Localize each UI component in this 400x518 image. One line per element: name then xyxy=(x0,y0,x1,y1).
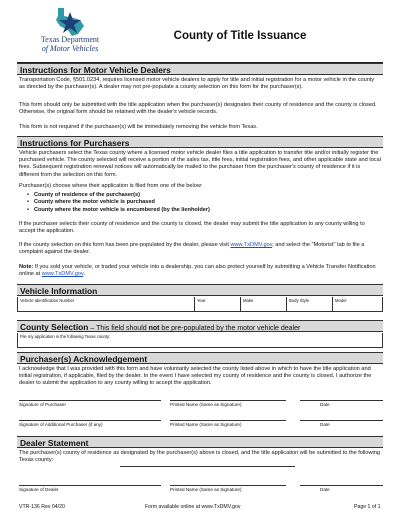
additional-name-line[interactable] xyxy=(170,420,286,421)
county-field[interactable] xyxy=(17,333,383,348)
make-field[interactable] xyxy=(240,297,286,311)
county-input[interactable] xyxy=(18,333,382,347)
purchasers-paragraph-1: Vehicle purchasers select the Texas county where a licensed motor vehicle dealer files a title application to transfer title and/or initially register the purchased vehicle. The county selected will receive a portion of the sales tax, title fees, initial registration fees, and other applicable state and local fees. Subsequent registration renewal notices will automatically be mailed to the purchaser from the purchaser's county of residence if it is different from the selection on this form. xyxy=(19,150,381,178)
county-field-label: File my application in the following Texas county: xyxy=(20,334,111,339)
purchasers-paragraph-3: If the purchaser selects their county of residence and the county is closed, the dealer may submit the title application to any county willing to accept the application. xyxy=(19,221,365,235)
dealer-statement-heading: Dealer Statement xyxy=(17,436,383,448)
make-label: Make xyxy=(243,298,254,303)
txdmv-logo xyxy=(16,6,124,62)
filing-options-list xyxy=(33,192,336,214)
dealer-statement-paragraph: The purchaser(s) county of residence as designated by the purchaser(s) above is closed, and the title application will be submitted to the following Texas county: xyxy=(19,450,380,464)
logo-wordmark xyxy=(16,36,124,53)
form-id: VTR-136 Rev 04/20 xyxy=(19,504,65,510)
page-number: Page 1 of 1 xyxy=(354,504,381,510)
dealer-signature-label: Signature of Dealer xyxy=(19,487,59,492)
additional-date-line[interactable] xyxy=(300,420,383,421)
note-label: Note: xyxy=(19,264,34,270)
txdmv-link[interactable]: www.TxDMV.gov xyxy=(230,242,273,248)
purchaser-date-line[interactable] xyxy=(300,400,383,401)
county-heading xyxy=(17,320,383,332)
vin-label: Vehicle Identification Number xyxy=(20,298,75,303)
ack-paragraph: I acknowledge that I was provided with this form and have voluntarily selected the county listed above in which to have the title application and initial registration, if applicable, filed by the dealer. In the event I have selected my county of residence and the county is closed, I authorize the dealer to submit the application to any county willing to accept the application. xyxy=(19,366,372,387)
county-note-b: be pre-populated by the motor vehicle dealer xyxy=(159,325,301,332)
county-note-bold: not xyxy=(148,325,160,332)
complaint-text-a: If the county selection on this form has been pre-populated by the dealer, please visit xyxy=(19,242,231,248)
additional-signature-label: Signature of Additional Purchaser (if any) xyxy=(19,422,103,427)
purchaser-signature-line[interactable] xyxy=(19,400,161,401)
logo-line-1: Texas Department xyxy=(40,35,100,44)
additional-signature-line[interactable] xyxy=(19,420,161,421)
dealers-paragraph-2: This form should only be submitted with the title application when the purchaser(s) designates their county of residence and the county is closed. Otherwise, the original form should be retained with the dealer's vehicle records. xyxy=(19,102,377,116)
dealer-date-label: Date xyxy=(320,487,330,492)
body-style-field[interactable] xyxy=(286,297,332,311)
county-note-a: – This field should xyxy=(88,325,149,332)
logo-line-2: of Motor Vehicles xyxy=(41,43,99,53)
dealers-paragraph-1: Transportation Code, §501.0234, requires licensed motor vehicle dealers to apply for title and initial registration for a motor vehicle in the county as directed by the purchaser(s). A dealer may not pre-populate a county selection on this form for the purchaser(s). xyxy=(19,77,375,91)
purchasers-heading: Instructions for Purchasers xyxy=(17,136,383,148)
purchaser-name-line[interactable] xyxy=(170,400,286,401)
dealer-date-line[interactable] xyxy=(300,485,383,486)
dealer-name-label: Printed Name (Same as Signature) xyxy=(170,487,242,492)
vehicle-heading: Vehicle Information xyxy=(17,284,383,296)
note-text-b: . xyxy=(83,271,85,278)
model-label: Model xyxy=(335,298,347,303)
purchaser-signature-label: Signature of Purchaser xyxy=(19,402,66,407)
year-label: Year xyxy=(197,298,206,303)
additional-name-label: Printed Name (Same as Signature) xyxy=(170,422,242,427)
additional-date-label: Date xyxy=(320,422,330,427)
county-heading-title: County Selection xyxy=(20,322,89,332)
purchasers-paragraph-4 xyxy=(19,242,381,256)
dealer-county-line[interactable] xyxy=(120,466,295,467)
txdmv-link[interactable]: www.TxDMV.gov xyxy=(41,271,84,278)
note-text-a: If you sold your vehicle, or traded your vehicle into a dealership, you can also protect yourself by submitting a Vehicle Transfer Notification online at xyxy=(19,264,376,278)
body-style-label: Body Style xyxy=(289,298,310,303)
dealer-signature-line[interactable] xyxy=(19,485,161,486)
purchasers-note xyxy=(19,264,381,278)
county-heading-note xyxy=(88,325,300,332)
dealer-name-line[interactable] xyxy=(170,485,286,486)
dealers-heading: Instructions for Motor Vehicle Dealers xyxy=(17,63,383,75)
purchaser-name-label: Printed Name (Same as Signature) xyxy=(170,402,242,407)
purchaser-date-label: Date xyxy=(320,402,330,407)
footer-url-note: Form available online at www.TxDMV.gov xyxy=(145,504,241,510)
model-field[interactable] xyxy=(332,297,383,311)
texas-star-icon xyxy=(50,6,90,38)
complaint-text-b: , and select the "Motorist" tab to file a complaint against the dealer. xyxy=(19,242,365,256)
filing-option: • County of residence of the purchaser(s) xyxy=(36,192,336,199)
vin-field[interactable] xyxy=(18,297,194,311)
purchasers-paragraph-2: Purchaser(s) choose where their application is filed from one of the below: xyxy=(19,183,203,189)
vehicle-fields-row xyxy=(17,297,383,312)
page-title: County of Title Issuance xyxy=(173,30,307,42)
filing-option: • County where the motor vehicle is purchased xyxy=(36,199,336,206)
filing-option: • County where the motor vehicle is encumbered (by the lienholder) xyxy=(36,207,336,214)
ack-heading: Purchaser(s) Acknowledgement xyxy=(17,352,383,364)
dealers-paragraph-3: This form is not required if the purchaser(s) will be immediately removing the vehicle from Texas. xyxy=(19,124,258,130)
year-field[interactable] xyxy=(194,297,240,311)
